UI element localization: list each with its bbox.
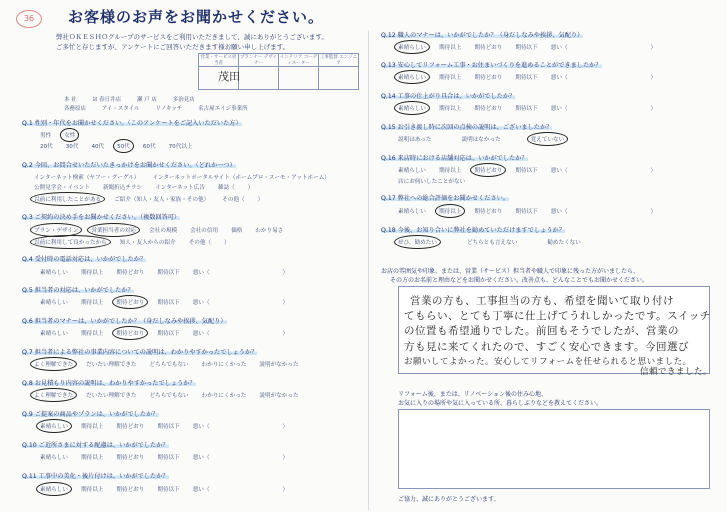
answer-row [34,173,343,181]
answer-row [40,329,301,337]
answer-option[interactable]: インターネット検索（ヤフー・グーグル） [34,175,140,181]
answer-option[interactable]: 期待以上 [80,487,104,493]
answer-option[interactable]: 会社の規模 [149,228,178,234]
answer-option[interactable]: 期待どおり [116,270,145,276]
handwritten-line: 信頼できました。 [640,367,713,377]
answer-option[interactable]: 期待以上 [80,270,104,276]
question-label: Q.10 ご近所さまに対する配慮は、いかがでしたか？ [22,442,169,449]
store-check[interactable]: 各務原店 [64,106,87,112]
staff-signature: 茂田 [218,70,240,83]
answer-option[interactable]: 70代以上 [168,144,193,150]
question-label: Q.5 担当者の対応は、いかがでしたか？ [22,287,134,294]
answer-option[interactable]: 20代 [40,144,53,150]
answer-option[interactable]: 新聞折込チラシ [102,185,143,191]
intro-line-1: 弊社ＯＫＥＳＨＯグループのサービスをご利用いただきまして、誠にありがとうございます。 [56,33,328,41]
answer-option-circled[interactable]: 期待どおり [116,300,145,306]
answer-row [40,142,206,150]
answer-option[interactable]: 期待どおり [474,106,503,112]
answer-option-circled[interactable]: 50代 [117,144,130,150]
answer-option-circled[interactable]: 以前に利用したことがある [34,197,102,203]
answer-option: ） [282,487,289,493]
answer-option[interactable]: 期待以下 [157,487,180,493]
answer-option-circled[interactable]: 素晴らしい [398,45,426,51]
question-label: Q.16 来店時における店舗対応は、いかがでしたか？ [381,155,528,162]
answer-option[interactable]: 説明はあった [398,137,432,143]
answer-option: ） [650,45,657,51]
question-label: Q.2 今回、お問合せいただいたきっかけをお聞かせください。（どれか一つ） [22,162,236,169]
answer-row [40,485,301,493]
answer-option-circled[interactable]: 期待どおり [116,331,145,337]
answer-option[interactable]: インターネット広告 [155,185,205,191]
answer-row [34,195,276,203]
answer-option-circled[interactable]: 期待以上 [438,209,462,215]
answer-option[interactable]: 期待以下 [515,45,538,51]
store-check[interactable]: ☑ 春日井店 [92,97,122,103]
staff-header-interior: インテリア コーディネーター [279,55,318,66]
answer-row [398,104,669,112]
answer-option[interactable]: 店にお伺いしたことがない [398,179,466,185]
answer-option[interactable]: 男性 [40,133,52,139]
answer-option[interactable]: 期待どおり [116,487,145,493]
answer-option[interactable]: わかり易さ [255,228,284,234]
reform-label-1: リフォーム後、または、リノベーション後の住み心地、 [398,391,547,398]
answer-option[interactable]: 悪い（ [550,106,568,112]
answer-option[interactable]: 30代 [65,144,79,150]
answer-row [398,238,594,246]
answer-option[interactable]: 期待以下 [157,270,180,276]
question-label: Q.11 工事中の美化・後片付けは、いかがでしたか？ [22,473,169,480]
answer-row [40,268,301,276]
answer-option: ） [282,455,289,461]
store-checks-row-2 [64,104,262,112]
answer-row [398,73,669,81]
answer-option: ） [650,209,657,215]
thanks-text: ご協力、誠にありがとうございます。 [398,496,500,503]
answer-option: ） [650,106,657,112]
answer-option[interactable]: どちらでもない [149,362,189,368]
answer-option[interactable]: 期待以下 [515,168,538,174]
answer-option[interactable]: 期待以下 [157,331,180,337]
answer-option[interactable]: 悪い（ [550,209,568,215]
answer-option[interactable]: 40代 [91,144,105,150]
answer-option: ） [282,270,289,276]
question-label: Q.14 工事の仕上がり具合は、いかがでしたか？ [381,93,516,100]
question-label: Q.6 担当者のマナーは、いかがでしたか？（身だしなみや挨拶、気配り） [22,318,227,325]
answer-option[interactable]: 期待以上 [438,168,462,174]
answer-option-circled[interactable]: ぜひ、勧めたい [398,240,437,246]
answer-option-circled[interactable]: 覚えていない [530,137,565,143]
answer-row [34,238,243,246]
answer-option[interactable]: 説明がなかった [259,362,299,368]
answer-row [40,422,301,430]
question-label: Q.1 性別・年代をお聞かせください。（このアンケートをご記入いただいた方） [22,120,242,127]
page-number-stamp: 36 [16,10,42,28]
answer-row [40,298,301,306]
question-label: Q.3 ご契約の決め手をお聞かせください。（複数回答可） [22,214,181,221]
handwritten-line: お願いしてよかった。安心してリフォームを任せられると思いました。 [404,357,692,367]
answer-option-circled[interactable]: 営業担当者の対応 [91,228,137,234]
answer-option[interactable]: 説明がなかった [259,393,299,399]
staff-value-engineer[interactable] [319,67,359,90]
answer-option[interactable]: どちらとも言えない [466,240,518,246]
question-label: Q.9 ご提案の商品やプランは、いかがでしたか？ [22,411,159,418]
store-check[interactable]: 名古屋エイジ事業所 [198,106,248,112]
answer-option-circled[interactable]: よく理解できた [34,393,74,399]
store-check[interactable]: 本 社 [64,97,77,103]
answer-option[interactable]: 期待以上 [80,424,104,430]
answer-option-circled[interactable]: 女性 [64,133,76,139]
answer-option[interactable]: 期待以下 [515,209,538,215]
answer-row [40,131,88,139]
answer-row [398,177,478,185]
answer-option[interactable]: どちらでもない [149,393,189,399]
handwritten-line: の位置も希望通りでした。前回もそうでしたが、営業の [404,325,679,337]
answer-option[interactable]: 期待どおり [474,45,503,51]
answer-option[interactable]: ご紹介（知人・友人・家族・その他） [114,197,210,203]
answer-option[interactable]: 悪い（ [192,455,210,461]
answer-option[interactable]: 素晴らしい [398,209,426,215]
answer-option: ） [282,331,289,337]
intro-line-2: ご多忙と存じますが、アンケートにご回答いただきます様お願い申し上げます。 [56,43,290,51]
answer-row [34,226,296,234]
question-label: Q.18 今後、お知り合いに弊社を勧めていただけますでしょうか？ [381,227,565,234]
answer-option[interactable]: 期待以下 [157,300,180,306]
answer-option[interactable]: 素晴らしい [40,300,68,306]
answer-option[interactable]: 勧めたくない [547,240,581,246]
answer-option[interactable]: 素晴らしい [40,455,68,461]
question-label: Q.15 お引き渡し時に次回の点検の説明は、ございましたか？ [381,124,553,131]
answer-option[interactable]: 期待以上 [438,75,462,81]
question-label: Q.4 受付時の電話対応は、いかがでしたか？ [22,256,147,263]
answer-option[interactable]: わかりにくかった [201,393,247,399]
answer-option[interactable]: 期待以上 [80,331,104,337]
staff-header-planner: プランナー デザイナー [239,55,278,66]
question-label: Q.7 担当者による弊社の事業内容についての説明は、わかりやすかったでしょうか？ [22,349,258,356]
answer-option-circled[interactable]: 以前に利用して良かったから [34,240,107,246]
comments-label-2: その方のお名前と理由などをお聞かせください。改善点も、どんなことでもお聞かせください。 [390,277,649,284]
answer-option[interactable]: 期待以下 [157,424,180,430]
handwritten-line: 営業の方も、工事担当の方も、希望を聞いて取り付け [410,295,674,307]
answer-option-circled[interactable]: 素晴らしい [40,424,68,430]
answer-option[interactable]: 期待以下 [515,106,538,112]
answer-option[interactable]: 期待以下 [157,455,180,461]
answer-option[interactable]: 期待以上 [80,300,104,306]
answer-option[interactable]: 知人・友人からの紹介 [119,240,176,246]
answer-row [40,453,301,461]
answer-option[interactable]: 雑誌（ [217,185,235,191]
column-divider [368,30,369,510]
answer-option[interactable]: その他（ [188,240,212,246]
answer-option[interactable]: 期待どおり [474,209,503,215]
answer-option: ） [282,300,289,306]
answer-row [34,183,266,191]
answer-option[interactable]: 価格 [231,228,243,234]
answer-option[interactable]: 期待どおり [474,75,503,81]
store-check[interactable]: 多治見店 [172,97,195,103]
question-label: Q.8 お見積もり内容の説明は、わかりやすかったでしょうか？ [22,380,196,387]
answer-option[interactable]: だいたい理解できた [86,362,137,368]
answer-option-circled[interactable]: 期待どおり [474,168,503,174]
answer-option[interactable]: 素晴らしい [398,168,426,174]
staff-header-engineer: 工事監督 エンジニア [319,55,358,66]
store-check[interactable]: アイ・スタイル [101,106,140,112]
answer-option[interactable]: 期待以上 [438,106,462,112]
answer-option-circled[interactable]: プラン・デザイン [34,228,79,234]
answer-option[interactable]: 期待以上 [438,45,462,51]
answer-option[interactable]: わかりにくかった [201,362,247,368]
store-check[interactable]: リノキッチ [155,106,183,112]
page-title: お客様のお声をお聞かせください。 [68,8,325,26]
answer-row [34,391,312,399]
answer-option[interactable]: 期待どおり [116,424,145,430]
answer-option-circled[interactable]: 素晴らしい [40,487,68,493]
question-label: Q.12 職人のマナーは、いかがでしたか？（身だしなみや挨拶、気配り） [381,32,584,39]
answer-row [398,166,669,174]
answer-option-circled[interactable]: 素晴らしい [398,106,426,112]
answer-option[interactable]: 悪い（ [550,45,568,51]
store-check[interactable]: 瀬 戸 店 [136,97,157,103]
answer-option[interactable]: 悪い（ [550,168,568,174]
answer-option[interactable]: その他（ [222,197,245,203]
handwritten-line: てもらい、とても丁寧に仕上げてうれしかったです。スイッチ [404,310,711,322]
handwritten-line: 方も見に来てくれたので、すごく安心できます。今回選び [404,341,689,353]
answer-option[interactable]: 会社の信用 [190,228,219,234]
question-label: Q.13 安心してリフォーム工事・お住まいづくりを進めることができましたか？ [381,62,602,69]
answer-option-circled[interactable]: よく理解できた [34,362,74,368]
answer-option[interactable]: 公開見学会・イベント [34,185,90,191]
store-checks-row-1 [64,95,209,103]
answer-option[interactable]: 期待以下 [515,75,538,81]
answer-option[interactable]: 悪い（ [192,300,210,306]
answer-option: ） [650,75,657,81]
answer-option[interactable]: 素晴らしい [40,331,68,337]
answer-option-circled[interactable]: 素晴らしい [398,75,426,81]
question-label: Q.17 弊社への総合評価をお聞かせください。 [381,195,510,202]
answer-option[interactable]: 悪い（ [192,487,210,493]
answer-option[interactable]: だいたい理解できた [86,393,137,399]
answer-option: ） [224,240,230,246]
answer-option[interactable]: 説明はなかった [461,137,501,143]
answer-row [398,207,669,215]
answer-option: ） [247,185,254,191]
answer-option[interactable]: 悪い（ [192,424,210,430]
answer-option[interactable]: 悪い（ [550,75,568,81]
answer-row [398,135,577,143]
answer-row [398,43,669,51]
answer-option[interactable]: 期待どおり [116,455,145,461]
answer-option: ） [282,424,289,430]
answer-option[interactable]: 60代 [142,144,156,150]
staff-value-interior[interactable] [279,67,319,90]
staff-value-planner[interactable] [239,67,279,90]
answer-option[interactable]: 悪い（ [192,270,210,276]
answer-option[interactable]: 期待以上 [80,455,104,461]
comments-label-1: お店の雰囲気や印象、または、営業（サービス）担当者や職人で印象に残った方がいましたら、 [381,268,640,275]
answer-option[interactable]: 悪い（ [192,331,210,337]
answer-option[interactable]: 素晴らしい [40,270,68,276]
reform-comments-box[interactable] [398,409,710,489]
answer-option: ） [650,168,657,174]
reform-label-2: お気に入りの場所や気に入っている所、暮らしぶりなどを教えてください。 [398,400,603,407]
staff-header-sales: 営業・サービス担当者 [200,55,237,66]
answer-option: ） [257,197,264,203]
answer-option[interactable]: インターネットポータルサイト（ホームプロ・スーモ・アットホーム） [152,175,330,181]
answer-row [34,360,312,368]
